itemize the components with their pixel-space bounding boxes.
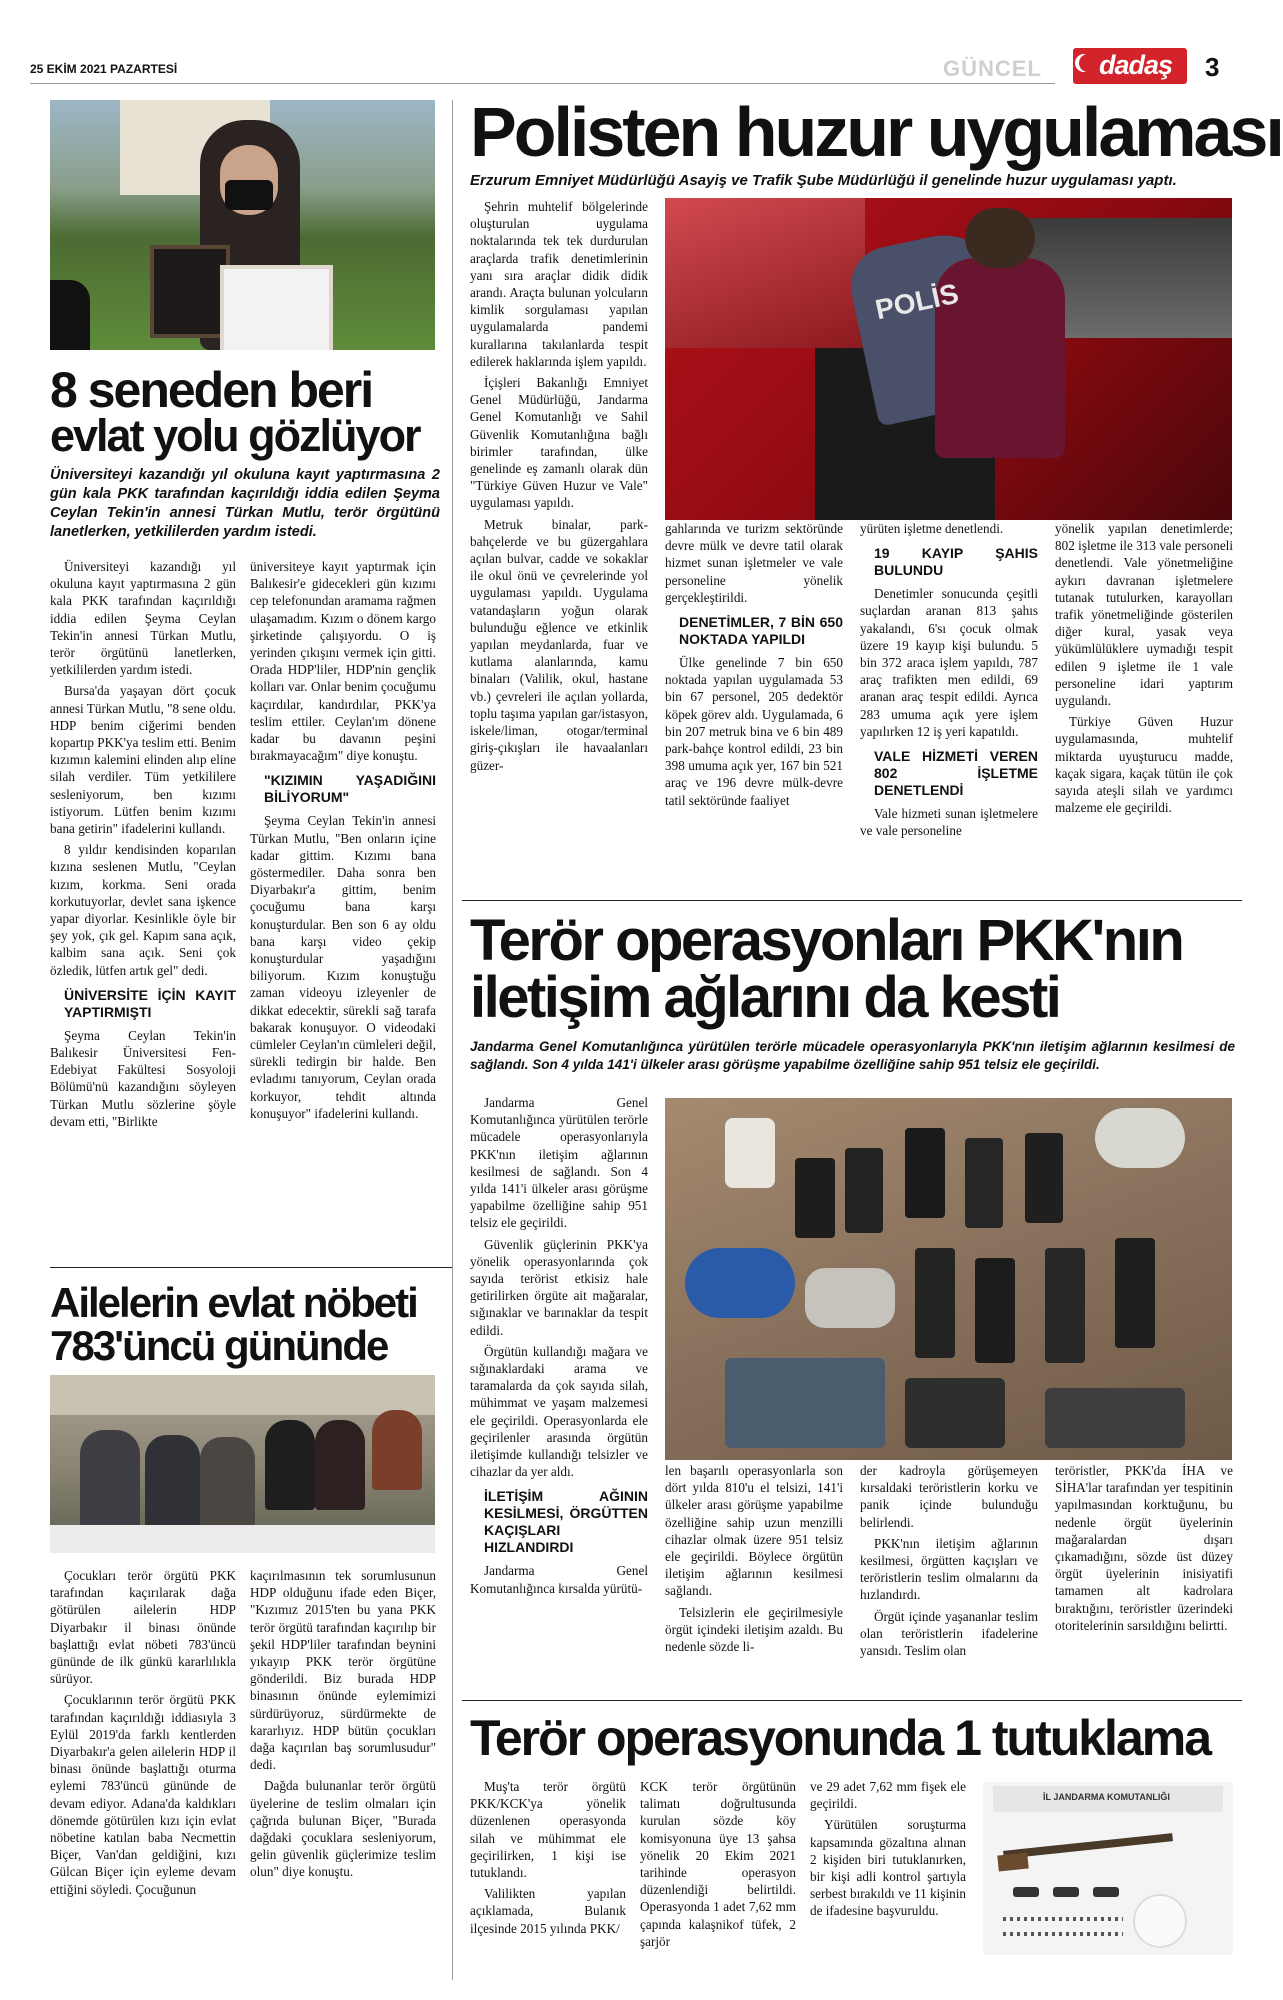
subheading: DENETİMLER, 7 BİN 650 NOKTADA YAPILDI: [679, 614, 843, 648]
families-photo: [50, 1375, 435, 1553]
story-column-2: [640, 1778, 796, 1954]
paragraph: len başarılı operasyonlarla son dört yılda 810'u el telsizi, 141'i ülkeler arası görüşme yapabilme özelliğine sahip uzun menzilli cihazlar olmak üzere 951 telsiz ele geçirildi. Böylece örgütün iletişim ağlarının kesilmesi sağlandı.: [665, 1463, 843, 1599]
page-number: 3: [1205, 52, 1220, 82]
paragraph: Örgütün kullandığı mağara ve sığınaklardaki arama ve taramalarda da çok sayıda silah, mühimmat ve yaşam malzemesi ele geçirildi. Operasyonlarda ele geçirilenler arasında örgütün iletişimde kullandığı telsizler ve cihazlar da yer aldı.: [470, 1343, 648, 1480]
vest-label: POLİS: [872, 277, 962, 326]
story-column-4: [1055, 1462, 1233, 1638]
subheading: "KIZIMIN YAŞADIĞINI BİLİYORUM": [264, 772, 436, 806]
paragraph: Güvenlik güçlerinin PKK'ya yönelik operasyonlarında çok sayıda terörist etkisiz hale getirilirken örgüte ait mağaralar, sığınaklar ve barınaklar da tespit edildi.: [470, 1236, 648, 1338]
story-column-2: [665, 520, 843, 813]
paragraph: Çocuklarının terör örgütü PKK tarafından kaçırıldığı iddiasıyla 3 Eylül 2019'da farklı kentlerden Diyarbakır'a gelen ailelerin HDP il binası önünde başlattığı oturma eylemi 783'üncü gününde de devam ediyor. Adana'da kaldıkları dönemde götürülen kızı için evlat nöbetine katılan baba Necmettin Biçer, Van'dan geldiğini, kızı Gülcan Biçer için eyleme devam ettiğini söyledi. Çocuğunun: [50, 1692, 236, 1897]
paragraph: ve 29 adet 7,62 mm fişek ele geçirildi.: [810, 1779, 966, 1812]
subheading: ÜNİVERSİTE İÇİN KAYIT YAPTIRMIŞTI: [64, 986, 236, 1020]
story-title-line2: iletişim ağlarını da kesti: [470, 965, 1060, 1030]
story-column-3: [860, 1462, 1038, 1663]
story-lead: Üniversiteyi kazandığı yıl okuluna kayıt yaptırmasına 2 gün kala PKK tarafından kaçırıldığı iddia edilen Şeyma Ceylan Tekin'in annesi Türkan Mutlu, terör örgütünü lanetlerken, yetkililerden yardım istedi.: [50, 467, 440, 540]
paragraph: Vale hizmeti sunan işletmelere ve vale personeline: [860, 806, 1038, 839]
header-rule: [30, 83, 1055, 84]
mother-photo: [50, 100, 435, 350]
paragraph: Şeyma Ceylan Tekin'in annesi Türkan Mutlu, "Ben onların içine kadar gittim. Kızımı bana göstermediler. Daha sonra ben Diyarbakır'a gittim, benim çocuğumu bana karşı konuşturdular. Ben son 6 ay oldu bana karşı video çekip konuşturdular yaşadığını biliyorum. Kızım konuştuğu zaman videoyu izleyenler de dikkat edecektir, sürekli sağ tarafa bakarak konuşuyor. O videodaki cümleler Ceylan'ın cümleleri değil, sürekli tedirgin bir halde. Ben evladımı tanıyorum, Ceylan orada korkuyor, tehdit altında konuşuyor" ifadelerini kullandı.: [250, 813, 436, 1121]
paragraph: Bursa'da yaşayan dört çocuk annesi Türkan Mutlu, "8 sene oldu. HDP benim ciğerimi benden kopartıp PKK'ya teslim etti. Benim kızımın kalemini elinden alıp eline silah verdiler. Tüm yetkililere sesleniyorum, ben kızımı istiyorum. Lütfen benim kızımı bana getirin" ifadelerini kullandı.: [50, 683, 236, 837]
story-title: Terör operasyonunda 1 tutuklama: [470, 1710, 1211, 1766]
story-column-1: [470, 1094, 648, 1601]
newspaper-logo[interactable]: [1073, 48, 1187, 84]
paragraph: Metruk binalar, park-bahçelerde ve bu güzergahlara açılan bulvar, cadde ve sokaklar ile okul önü ve çevrelerinde yol uygulaması yapıldı. Uygulama vatandaşların yoğun olarak bulunduğu eğlence ve etkinlik yapılan meydanlarda, fuar ve kutlama alanlarında, kamu binaları (Valilik, okul, hastane vb.) çevreleri ile açılan yollarda, toplu taşıma yapılan gar/istasyon, iskele/liman, otogar/terminal giriş-çıkışları ile havaalanları güzer-: [470, 516, 648, 773]
story-column-1: [50, 558, 236, 1134]
divider: [50, 1267, 452, 1268]
paragraph: Ülke genelinde 7 bin 650 noktada yapılan uygulamada 53 bin 67 personel, 205 dedektör köpek görev aldı. Uygulamada, 6 bin 207 metruk bina ve 6 bin 489 park-bahçe kontrol edildi, 23 bin 398 umuma açık yer, 167 bin 521 araç ve 196 devre mülk-devre tatil sektöründe faaliyet: [665, 655, 843, 808]
gendarmerie-banner: İL JANDARMA KOMUTANLIĞI: [1043, 1792, 1170, 1802]
paragraph: yürüten işletme denetlendi.: [860, 521, 1004, 536]
paragraph: Yürütülen soruşturma kapsamında gözaltına alınan 2 kişiden biri tutuklanırken, bir kişi adli kontrol şartıyla serbest bırakıldı ve 11 kişinin de ifadesine başvuruldu.: [810, 1817, 966, 1919]
divider: [462, 900, 1242, 901]
paragraph: Denetimler sonucunda çeşitli suçlardan aranan 813 şahıs yakalandı, 6'sı çocuk olmak üzere 19 kayıp kişi bulundu. 5 bin 372 araca işlem yapıldı, 787 araç trafikten men edildi, 69 aranan araç tespit edildi. Ayrıca 283 umuma açık yere işlem yapılırken 12 iş yeri kapatıldı.: [860, 586, 1038, 739]
paragraph: Şehrin muhtelif bölgelerinde oluşturulan uygulama noktalarında tek tek durdurulan araçlarda trafik denetimlerinin yanı sıra araçlar didik didik arandı. Araçta bulunan yolcuların kimlik sorgulaması yapılan uygulamalarda pandemi kurallarına takılanlarda tespit edilerek haklarında işlem yapıldı.: [470, 199, 648, 369]
issue-date: 25 EKİM 2021 PAZARTESİ: [30, 62, 178, 76]
paragraph: Muş'ta terör örgütü PKK/KCK'ya yönelik düzenlenen operasyonda silah ve mühimmat ele geçirilirken, 1 kişi ise tutuklandı.: [470, 1779, 626, 1881]
paragraph: teröristler, PKK'da İHA ve SİHA'lar tarafından yer tespitinin yapılmasından korktuğunu, bu nedenle örgüt üyelerinin mağaralardan dışarı çıkamadığını, sözde üst düzey örgüt üyelerinin inisiyatifi tamamen alt kadrolara bıraktığını, teröristler üzerindeki otoritelerinin sarsıldığını belirtti.: [1055, 1463, 1233, 1633]
story-lead: Erzurum Emniyet Müdürlüğü Asayiş ve Trafik Şube Müdürlüğü il genelinde huzur uygulaması yaptı.: [470, 172, 1177, 189]
paragraph: der kadroyla görüşemeyen kırsaldaki teröristlerin korku ve panik içinde bulunduğu belirlendi.: [860, 1463, 1038, 1530]
story-title: Polisten huzur uygulaması: [470, 93, 1282, 171]
story-column-1: [50, 1567, 236, 1902]
divider: [462, 1700, 1242, 1701]
paragraph: Telsizlerin ele geçirilmesiyle örgüt içindeki iletişim azaldı. Bu nedenle sözde li-: [665, 1604, 843, 1655]
paragraph: Jandarma Genel Komutanlığınca kırsalda yürütü-: [470, 1563, 648, 1596]
paragraph: üniversiteye kayıt yaptırmak için Balıkesir'e gidecekleri gün kızımı cep telefonundan aramama rağmen ulaşamadım. Kızım o dönem kargo şirketinde çalışıyordu. O iş yerinden çıkışını vermek için gitti. Orada HDP'liler, HDP'nin gençlik kolları var. Onlar benim çocuğumu kaçırdılar, kandırdılar, PKK'ya teslim ettiler. Ceylan'ım dönene kadar bu davanın peşini bırakmayacağım" diye konuştu.: [250, 559, 436, 764]
police-photo: [665, 198, 1232, 520]
paragraph: Türkiye Güven Huzur uygulamasında, muhtelif miktarda uyuşturucu madde, kaçak sigara, kaçak tütün ile çok sayıda ateşli silah ve yardımcı malzeme ele geçirildi.: [1055, 714, 1233, 816]
story-title-line1: 8 seneden beri: [50, 362, 373, 418]
section-label: GÜNCEL: [943, 56, 1042, 81]
story-column-2: [250, 1567, 436, 1885]
paragraph: PKK'nın iletişim ağlarının kesilmesi, örgütten kaçışları ve teröristlerin teslim olmalarını da hızlandırdı.: [860, 1535, 1038, 1603]
paragraph: Jandarma Genel Komutanlığınca yürütülen terörle mücadele operasyonlarıyla PKK'nın iletişim ağlarının kesilmesi de sağlandı. Son 4 yılda 141'i ülkeler arası görüşme yapabilme özelliğine sahip 951 telsiz ele geçirildi.: [470, 1095, 648, 1231]
story-column-1: [470, 198, 648, 778]
crescent-icon: [1079, 54, 1097, 72]
paragraph: Örgüt içinde yaşananlar teslim olan teröristlerin ifadelerine yansıdı. Teslim olan: [860, 1608, 1038, 1659]
story-column-2: [665, 1462, 843, 1659]
subheading: VALE HİZMETİ VEREN 802 İŞLETME DENETLENDİ: [874, 748, 1038, 799]
story-column-3: [810, 1778, 966, 1924]
column-divider: [452, 100, 453, 1980]
paragraph: 8 yıldır kendisinden koparılan kızına seslenen Mutlu, "Ceylan kızım, korkma. Seni orada korkutuyorlar, devlet sana işkence yapar diyorlar. Kesinlikle öyle bir şey yok, çık gel. Kapım sana açık, kalbim sana açık. Seni çok özledik, lütfen artık gel" dedi.: [50, 842, 236, 978]
paragraph: Dağda bulunanlar terör örgütü üyelerine de teslim olmaları için çağrıda bulunan Biçer, "Burada dağdaki çocuklara sesleniyorum, gelin güvenlik güçlerimize teslim olun" diye konuştu.: [250, 1778, 436, 1880]
story-lead: Jandarma Genel Komutanlığınca yürütülen terörle mücadele operasyonlarıyla PKK'nın iletişim ağlarının kesilmesi de sağlandı. Son 4 yılda 141'i ülkeler arası görüşme yapabilme özelliğine sahip 951 telsiz ele geçirildi.: [470, 1039, 1235, 1072]
story-title-line1: Ailelerin evlat nöbeti: [50, 1279, 417, 1326]
subheading: 19 KAYIP ŞAHIS BULUNDU: [874, 545, 1038, 579]
paragraph: Üniversiteyi kazandığı yıl okuluna kayıt yaptırmasına 2 gün kala PKK tarafından kaçırıldığı iddia edilen Şeyma Ceylan Tekin'in annesi Türkan Mutlu, terör örgütünü lanetlerken, yetkililerden yardım istedi.: [50, 559, 236, 678]
story-column-3: [860, 520, 1038, 843]
story-column-4: [1055, 520, 1233, 820]
paragraph: Şeyma Ceylan Tekin'in Balıkesir Üniversitesi Fen-Edebiyat Fakültesi Sosyoloji Bölümü'nü kazandığını söyleyen Türkan Mutlu sözlerine şöyle devam etti, "Birlikte: [50, 1027, 236, 1129]
paragraph: kaçırılmasının tek sorumlusunun HDP olduğunu ifade eden Biçer, "Kızımız 2015'ten bu yana PKK terör örgütü tarafından kaçırılıp bir şekil HDP'liler tarafından beynini yıkayıp PKK terör örgütüne gönderildi. Biz burada HDP binasının önünde eylemimizi sürdürüyoruz, sürdürmekte de kararlıyız. HDP bütün çocukları dağa kaçırılan baş sorumlusudur" dedi.: [250, 1568, 436, 1773]
radios-photo: [665, 1098, 1232, 1460]
paragraph: Çocukları terör örgütü PKK tarafından kaçırılarak dağa götürülen ailelerin HDP Diyarbakır il binası önünde başlattığı evlat nöbeti 783'üncü gününde de ilk günkü kararlılıkla sürüyor.: [50, 1568, 236, 1687]
paragraph: İçişleri Bakanlığı Emniyet Genel Müdürlüğü, Jandarma Genel Komutanlığı ve Sahil Güvenlik Komutanlığına bağlı birimler tarafından, ülke genelinde eş zamanlı olarak dün "Türkiye Güven Huzur ve Vale" uygulaması yapıldı.: [470, 375, 648, 511]
logo-text: dadaş: [1099, 50, 1173, 80]
paragraph: Valilikten yapılan açıklamada, Bulanık ilçesinde 2015 yılında PKK/: [470, 1886, 626, 1936]
story-title-line2: evlat yolu gözlüyor: [50, 410, 420, 461]
story-column-1: [470, 1778, 626, 1941]
subheading: İLETİŞİM AĞININ KESİLMESİ, ÖRGÜTTEN KAÇIŞLARI HIZLANDIRDI: [484, 1488, 648, 1556]
paragraph: KCK terör örgütünün talimatı doğrultusunda kurulan sözde köy komisyonuna üye 13 şahsa yönelik 20 Ekim 2021 tarihinde operasyon düzenlendiği belirtildi. Operasyonda 1 adet 7,62 mm çapında kalaşnikof tüfek, 2 şarjör: [640, 1779, 796, 1949]
story-title-line1: Terör operasyonları PKK'nın: [470, 908, 1183, 973]
paragraph: gahlarında ve turizm sektöründe devre mülk ve devre tatil olarak hizmet sunan işletmeler ve vale personeline yönelik gerçekleştirildi.: [665, 521, 843, 605]
story-title-line2: 783'üncü gününde: [50, 1322, 388, 1369]
paragraph: yönelik yapılan denetimlerde; 802 işletme ile 313 vale personeli denetlendi. Vale yönetmeliğine aykırı davranan işletmelere tutanak tutulurken, karayolları trafik yönetmeliğinde gösterilen diğer kural, yasak veya yükümlülüklere uymadığı tespit edilen 9 işletme ile 1 vale personeline idari yaptırım uygulandı.: [1055, 521, 1233, 709]
weapons-photo: [983, 1782, 1233, 1955]
story-column-2: [250, 558, 436, 1126]
